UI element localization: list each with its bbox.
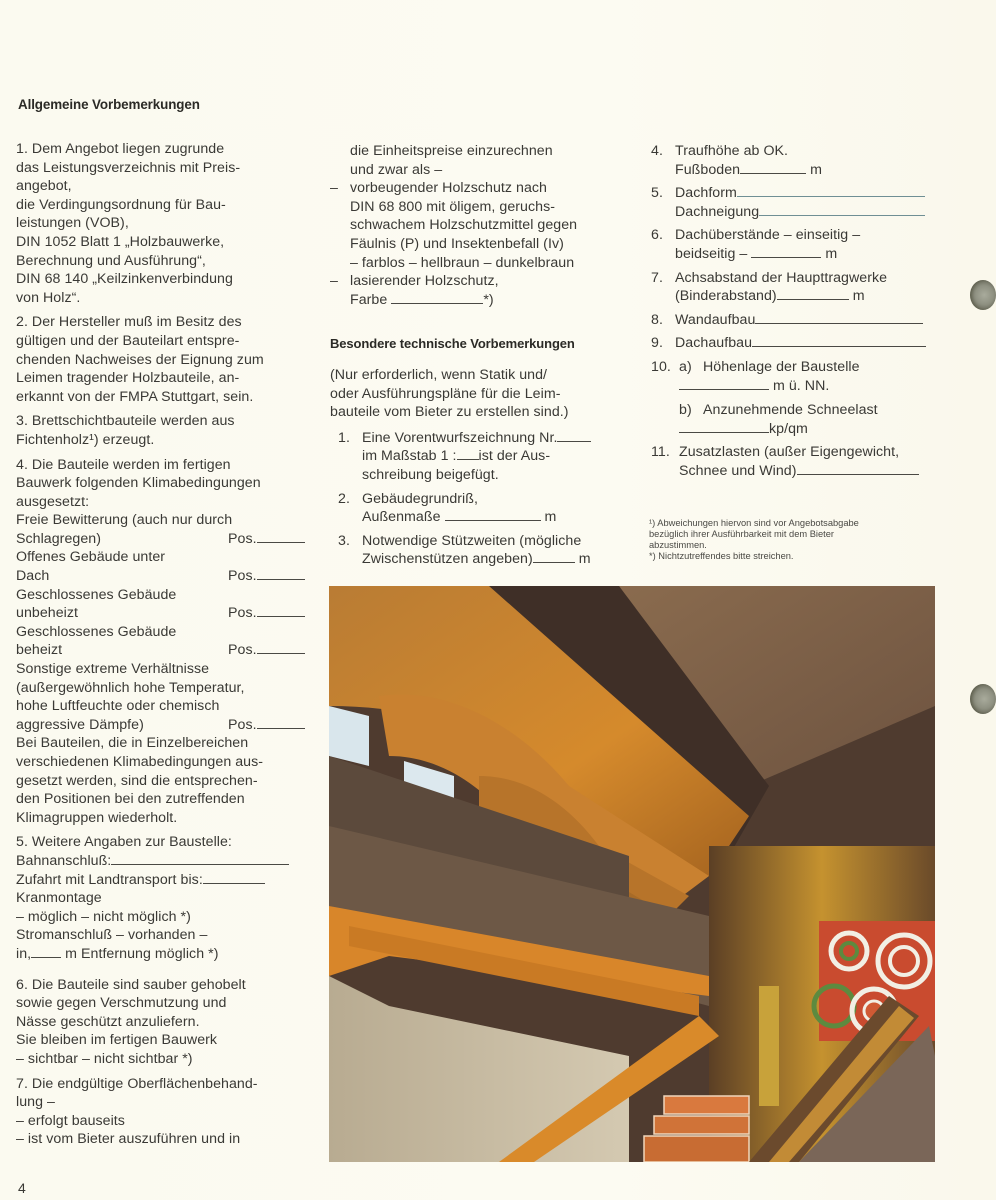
technical-item-7: 7. Achsabstand der Haupttragwerke (Binderabstand) m <box>651 269 888 305</box>
roof-overhang-field[interactable] <box>751 245 821 258</box>
roof-shape-field[interactable] <box>737 184 925 197</box>
roof-construction-field[interactable] <box>752 334 926 347</box>
color-field[interactable] <box>391 291 483 304</box>
page-number: 4 <box>18 1180 26 1196</box>
general-item-7: 7. Die endgültige Oberflächenbehand- lung – – erfolgt bauseits – ist vom Bieter auszuführen und in <box>16 1075 258 1148</box>
binder-hole-bottom <box>970 684 996 714</box>
interior-photo <box>329 586 935 1162</box>
technical-item-5: 5. Dachform Dachneigung <box>651 184 943 221</box>
position-field[interactable] <box>257 530 305 543</box>
technical-column-right <box>651 142 943 486</box>
general-item-1: 1. Dem Angebot liegen zugrunde das Leistungsverzeichnis mit Preis- angebot, die Verdingungsordnung für Bau- leistungen (VOB), DIN 1052 Blatt 1 „Holzbauwerke, Berechnung und Ausführung“, DIN 68 140 „Keilzinkenverbindung von Holz“. <box>16 141 241 306</box>
technical-item-3: 3. Notwendige Stützweiten (mögliche Zwischenstützen angeben) m <box>338 532 591 568</box>
photo-illustration <box>329 586 935 1162</box>
site-elevation-field[interactable] <box>679 377 769 390</box>
pillar <box>759 986 779 1106</box>
transport-field[interactable] <box>203 871 265 884</box>
snow-load-field[interactable] <box>679 420 769 433</box>
scale-field[interactable] <box>457 447 479 460</box>
drawing-number-field[interactable] <box>557 429 591 442</box>
technical-item-10a: a) Höhenlage der Baustelle <box>679 358 860 375</box>
technical-item-10: 10. a) Höhenlage der Baustelle m ü. NN. b) Anzunehmende Schneelast kp/qm <box>651 358 943 438</box>
power-distance-field[interactable] <box>31 945 61 958</box>
technical-item-4: 4. Traufhöhe ab OK. Fußboden m <box>651 143 822 178</box>
climate-condition-row: aggressive Dämpfe) Pos. <box>16 716 308 735</box>
climate-condition-row: Dach Pos. <box>16 567 308 586</box>
general-heading: Allgemeine Vorbemerkungen <box>18 97 200 112</box>
footnote-2: *) Nichtzutreffendes bitte streichen. <box>649 551 794 561</box>
span-width-field[interactable] <box>533 550 575 563</box>
truss-spacing-field[interactable] <box>777 287 849 300</box>
roof-pitch-field[interactable] <box>759 203 925 216</box>
technical-item-1: 1. Eine Vorentwurfszeichnung Nr. im Maßstab 1 : ist der Aus- schreibung beigefügt. <box>338 429 630 485</box>
wall-construction-field[interactable] <box>755 311 923 324</box>
eaves-height-field[interactable] <box>740 161 806 174</box>
wood-protection-option-1: – vorbeugender Holzschutz nach DIN 68 800 mit öligem, geruchs- schwachem Holzschutzmittel gegen Fäulnis (P) und Insektenbefall (Iv) – farblos – hellbraun – dunkelbraun <box>330 180 578 271</box>
position-field[interactable] <box>257 716 305 729</box>
footnote-1: ¹) Abweichungen hiervon sind vor Angebotsabgabe bezüglich ihrer Ausführbarkeit mit dem Bieter abzustimmen. <box>649 518 859 550</box>
footnotes <box>649 518 949 562</box>
technical-item-2: 2. Gebäudegrundriß, Außenmaße m <box>338 490 557 526</box>
general-item-6: 6. Die Bauteile sind sauber gehobelt sowie gegen Verschmutzung und Nässe geschützt anzuliefern. Sie bleiben im fertigen Bauwerk – sichtbar – nicht sichtbar *) <box>16 976 246 1067</box>
technical-item-10b: b) Anzunehmende Schneelast <box>679 402 878 419</box>
position-field[interactable] <box>257 567 305 580</box>
technical-heading: Besondere technische Vorbemerkungen <box>330 336 575 351</box>
outer-dimensions-field[interactable] <box>445 508 541 521</box>
position-field[interactable] <box>257 604 305 617</box>
general-column <box>16 140 308 1155</box>
rail-connection-field[interactable] <box>111 852 289 865</box>
general-item-2: 2. Der Hersteller muß im Besitz des gültigen und der Bauteilart entspre- chenden Nachweises der Eignung zum Leimen tragender Holzbauteile, an- erkannt von der FMPA Stuttgart, sein. <box>16 314 264 405</box>
technical-item-11: 11. Zusatzlasten (außer Eigengewicht, Schnee und Wind) <box>651 443 943 480</box>
window <box>329 706 369 766</box>
binder-hole-top <box>970 280 996 310</box>
climate-condition-row: unbeheizt Pos. <box>16 604 308 623</box>
general-item-5: 5. Weitere Angaben zur Baustelle: Bahnanschluß: Zufahrt mit Landtransport bis: Kranmontage – möglich – nicht möglich *) Stromanschluß – vorhanden – in, m Entfernung möglich *) <box>16 833 308 963</box>
technical-column-middle: (Nur erforderlich, wenn Statik und/ oder Ausführungspläne für die Leim- bauteile vom Bieter zu erstellen sind.) 1. Eine Vorentwurfszeichnung Nr. im Maßstab 1 : ist der Aus- schreibung beigefügt. 2. Gebäudegrundriß, Außenmaße m 3. Notwendige Stützweiten (mögliche Zwischenstützen angeben) m <box>330 366 630 574</box>
technical-item-9: 9. Dachaufbau <box>651 334 943 353</box>
technical-item-6: 6. Dachüberstände – einseitig – beidseitig – m <box>651 227 861 262</box>
general-item-3: 3. Brettschichtbauteile werden aus Fichtenholz¹) erzeugt. <box>16 413 235 448</box>
middle-column: die Einheitspreise einzurechnen und zwar als – – vorbeugender Holzschutz nach DIN 68 800 mit öligem, geruchs- schwachem Holzschutzmittel gegen Fäulnis (P) und Insektenbefall (Iv) – farblos – hellbraun – dunkelbraun – lasierender Holzschutz, Farbe *) <box>330 142 630 309</box>
climate-condition-row: beheizt Pos. <box>16 641 308 660</box>
climate-condition-row: Schlagregen) Pos. <box>16 530 308 549</box>
wood-protection-option-2: – lasierender Holzschutz, Farbe *) <box>330 273 499 308</box>
additional-loads-field[interactable] <box>797 462 919 475</box>
general-item-4: 4. Die Bauteile werden im fertigen Bauwerk folgenden Klimabedingungen ausgesetzt: Freie Bewitterung (auch nur durch Schlagregen) Pos. Offenes Gebäude unter Dach Pos. Geschlossenes Gebäude unbeheizt Pos. Geschlossenes Gebäude beheizt Pos. Sonstige extreme Verhältnisse (außergewöhnlich hohe Temperatur, hohe Luftfeuchte oder chemisch aggressive Dämpfe) Pos. Bei Bauteilen, die in Einzelbereichen verschiedenen Klimabedingungen aus- gesetzt werden, sind die entsprechen- den Positionen bei den zutreffenden Klimagruppen wiederholt. <box>16 456 308 828</box>
technical-item-8: 8. Wandaufbau <box>651 311 943 330</box>
position-field[interactable] <box>257 641 305 654</box>
